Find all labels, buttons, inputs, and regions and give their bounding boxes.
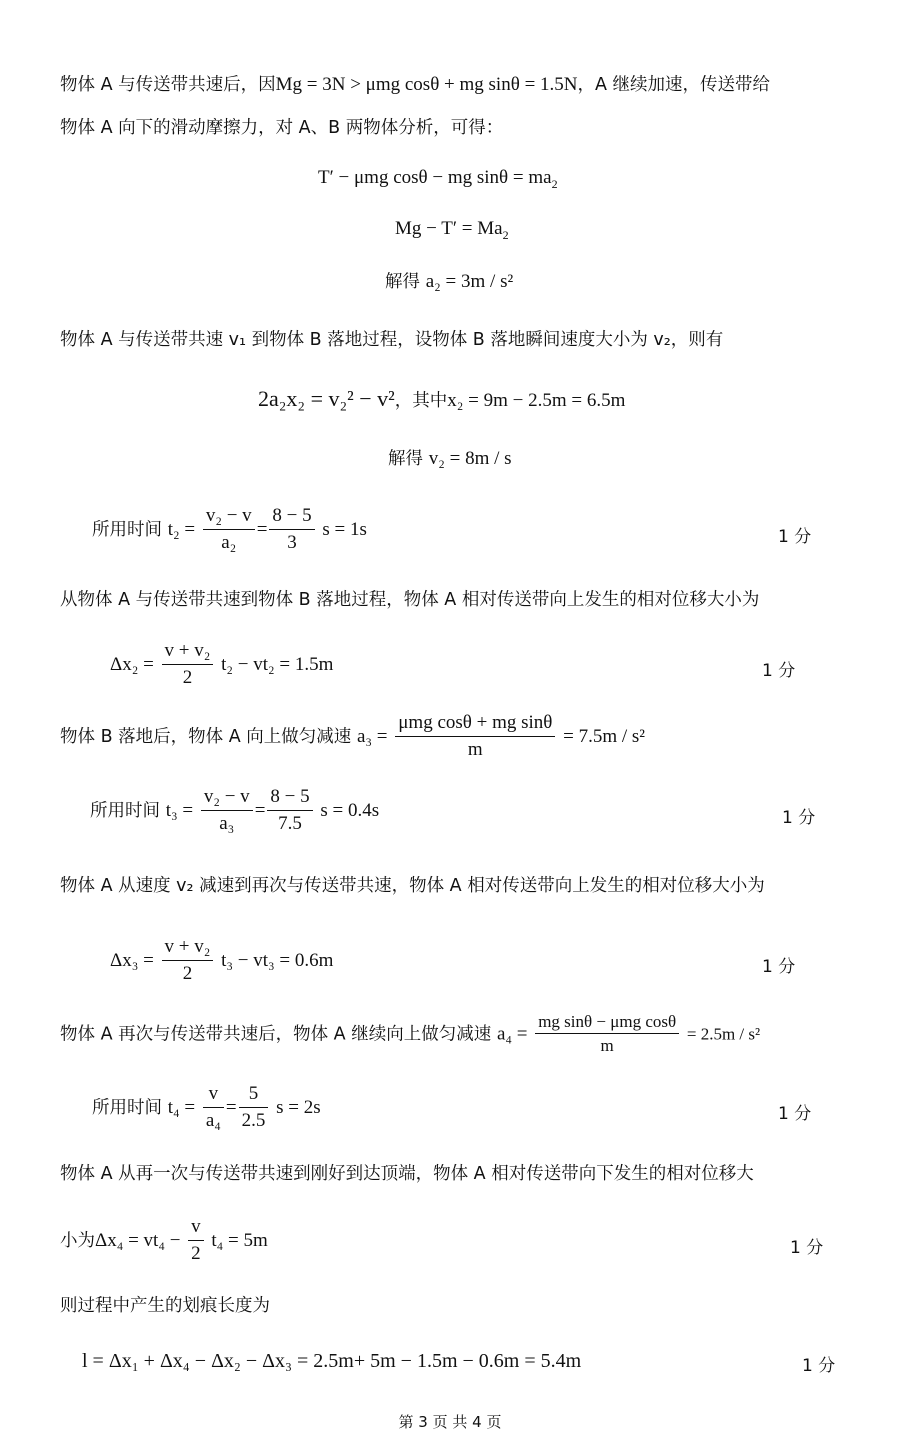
equation-tension-b-text: Mg − T′ = Ma [395, 218, 503, 239]
time-t2-den-2: 3 [287, 531, 297, 553]
equation-kinematics [258, 386, 625, 413]
displacement-dx3-den: 2 [182, 962, 193, 984]
deceleration-a3-rhs: = 7.5m / s² [563, 725, 646, 747]
equation-tension-a [318, 167, 558, 191]
displacement-dx3-lhs: Δx₃ = [110, 949, 154, 971]
displacement-dx2-lhs: Δx₂ = [110, 653, 154, 675]
solution-v2-value: v₂ = 8m / s [428, 448, 512, 469]
time-t2-rhs: s = 1s [322, 518, 367, 540]
displacement-dx3-rhs: t₃ − vt₃ = 0.6m [221, 949, 334, 971]
time-t4-fraction-1 [203, 1083, 224, 1133]
time-t2: 所用时间 t₂ = $\frac{\text{v₂ − v}}{\text{a₂}}$ = $\frac{8 - 5}{3}$ s = 1s [92, 505, 367, 553]
time-t4: 所用时间 t₄ = $\frac{v}{\text{a₄}}$ = $\frac{5}{2.5}$ s = 2s [92, 1083, 321, 1131]
time-t4-label: 所用时间 [92, 1097, 162, 1118]
deceleration-a3-fraction [395, 712, 555, 762]
paragraph-1 [60, 74, 770, 97]
solution-a2-label: 解得 [385, 272, 420, 292]
displacement-dx3-num: v + v₂ [162, 936, 214, 961]
time-t4-den-2: 2.5 [241, 1109, 266, 1131]
score-dx2: 1 分 [762, 661, 796, 681]
deceleration-a3-label: 物体 B 落地后，物体 A 向上做匀减速 [60, 726, 352, 747]
deceleration-a4-fraction [535, 1012, 679, 1057]
deceleration-a4-lhs: a₄ = [496, 1023, 528, 1045]
deceleration-a4-label: 物体 A 再次与传送带共速后，物体 A 继续向上做匀减速 [60, 1024, 492, 1045]
time-t4-lhs: t₄ = [167, 1096, 196, 1118]
displacement-dx4-den: 2 [191, 1242, 201, 1264]
paragraph-2: 物体 A 向下的滑动摩擦力，对 A、B 两物体分析，可得： [60, 118, 504, 138]
displacement-dx3-fraction [162, 936, 214, 986]
displacement-dx2-den: 2 [182, 666, 193, 688]
equation-tension-a-text: T′ − μmg cosθ − mg sinθ = ma [318, 167, 552, 188]
score-l: 1 分 [802, 1356, 836, 1376]
time-t2-num-2: 8 − 5 [269, 505, 314, 530]
time-t3-fraction-2 [267, 786, 312, 836]
displacement-dx2-rhs: t₂ − vt₂ = 1.5m [221, 653, 334, 675]
time-t3: 所用时间 t₃ = $\frac{\text{v₂ − v}}{\text{a₃}}$ = $\frac{8 - 5}{7.5}$ s = 0.4s [90, 786, 380, 834]
displacement-dx2-num: v + v₂ [162, 640, 214, 665]
displacement-dx4-fraction [188, 1216, 204, 1266]
score-dx3: 1 分 [762, 957, 796, 977]
equation-tension-b-subscript: 2 [502, 227, 509, 242]
deceleration-a4 [60, 1012, 760, 1057]
time-t3-label: 所用时间 [90, 800, 160, 821]
displacement-dx2-fraction [162, 640, 214, 690]
time-t3-lhs: t₃ = [165, 799, 194, 821]
displacement-dx4-lhs: Δx₄ = vt₄ − [95, 1229, 181, 1251]
paragraph-6: 物体 A 从速度 v₂ 减速到再次与传送带共速，物体 A 相对传送带向上发生的相对位移大小为 [60, 876, 765, 896]
time-t4-num-2: 5 [239, 1083, 269, 1108]
displacement-dx2 [110, 640, 333, 690]
time-t4-num-1: v [203, 1083, 224, 1108]
paragraph-9: 则过程中产生的划痕长度为 [60, 1296, 270, 1316]
time-t2-fraction-1 [203, 505, 255, 555]
time-t2-num-1: v₂ − v [203, 505, 255, 530]
paragraph-4: 从物体 A 与传送带共速到物体 B 落地过程，物体 A 相对传送带向上发生的相对位移大小为 [60, 590, 760, 610]
time-t3-num-1: v₂ − v [201, 786, 253, 811]
time-t4-den-1: a₄ [205, 1109, 221, 1131]
displacement-dx3 [110, 936, 333, 986]
equation-kinematics-x2: x₂ = 9m − 2.5m = 6.5m [447, 390, 626, 411]
deceleration-a3 [60, 712, 645, 762]
solution-a2-value: a₂ = 3m / s² [425, 271, 514, 292]
scratch-length-equation: l = Δx₁ + Δx₄ − Δx₂ − Δx₃ = 2.5m+ 5m − 1.5m − 0.6m = 5.4m [82, 1350, 582, 1372]
displacement-dx4-rhs: t₄ = 5m [211, 1229, 268, 1251]
time-t4-rhs: s = 2s [276, 1096, 321, 1118]
displacement-dx4-label: 小为 [60, 1230, 95, 1251]
time-t2-label: 所用时间 [92, 519, 162, 540]
deceleration-a4-rhs: = 2.5m / s² [686, 1024, 761, 1044]
paragraph-1-text-a: 物体 A 与传送带共速后，因 [60, 75, 276, 95]
time-t3-den-2: 7.5 [278, 812, 302, 834]
paragraph-1-equation: Mg = 3N > μmg cosθ + mg sinθ = 1.5N [275, 74, 578, 95]
solution-a2 [385, 271, 513, 294]
time-t3-fraction-1 [201, 786, 253, 836]
paragraph-8: 物体 A 从再一次与传送带共速到刚好到达顶端，物体 A 相对传送带向下发生的相对位移大 [60, 1164, 754, 1184]
score-t3: 1 分 [782, 808, 816, 828]
time-t2-den-1: a₂ [221, 531, 237, 553]
solution-v2-label: 解得 [388, 449, 423, 469]
deceleration-a3-lhs: a₃ = [356, 725, 388, 747]
equation-tension-a-subscript: 2 [551, 176, 558, 191]
paragraph-1-text-b: ，A 继续加速，传送带给 [577, 75, 771, 95]
time-t3-rhs: s = 0.4s [320, 799, 380, 821]
time-t4-fraction-2 [239, 1083, 269, 1133]
score-t2: 1 分 [778, 527, 812, 547]
time-t3-den-1: a₃ [219, 812, 235, 834]
deceleration-a3-num: μmg cosθ + mg sinθ [395, 712, 555, 737]
score-t4: 1 分 [778, 1104, 812, 1124]
score-dx4: 1 分 [790, 1238, 824, 1258]
displacement-dx4 [60, 1216, 268, 1266]
time-t2-fraction-2 [269, 505, 314, 555]
equation-kinematics-main: 2a₂x₂ = v₂² − v² [258, 386, 395, 411]
displacement-dx4-num: v [188, 1216, 204, 1241]
page-footer: 第 3 页 共 4 页 [398, 1413, 502, 1431]
time-t3-num-2: 8 − 5 [267, 786, 312, 811]
paragraph-3: 物体 A 与传送带共速 v₁ 到物体 B 落地过程，设物体 B 落地瞬间速度大小为 v₂，则有 [60, 330, 724, 350]
solution-v2 [388, 448, 512, 471]
time-t2-lhs: t₂ = [167, 518, 196, 540]
deceleration-a4-den: m [600, 1036, 614, 1056]
deceleration-a3-den: m [467, 738, 483, 760]
deceleration-a4-num: mg sinθ − μmg cosθ [535, 1012, 679, 1034]
equation-tension-b [395, 218, 509, 242]
equation-kinematics-mid: ，其中 [394, 391, 448, 411]
